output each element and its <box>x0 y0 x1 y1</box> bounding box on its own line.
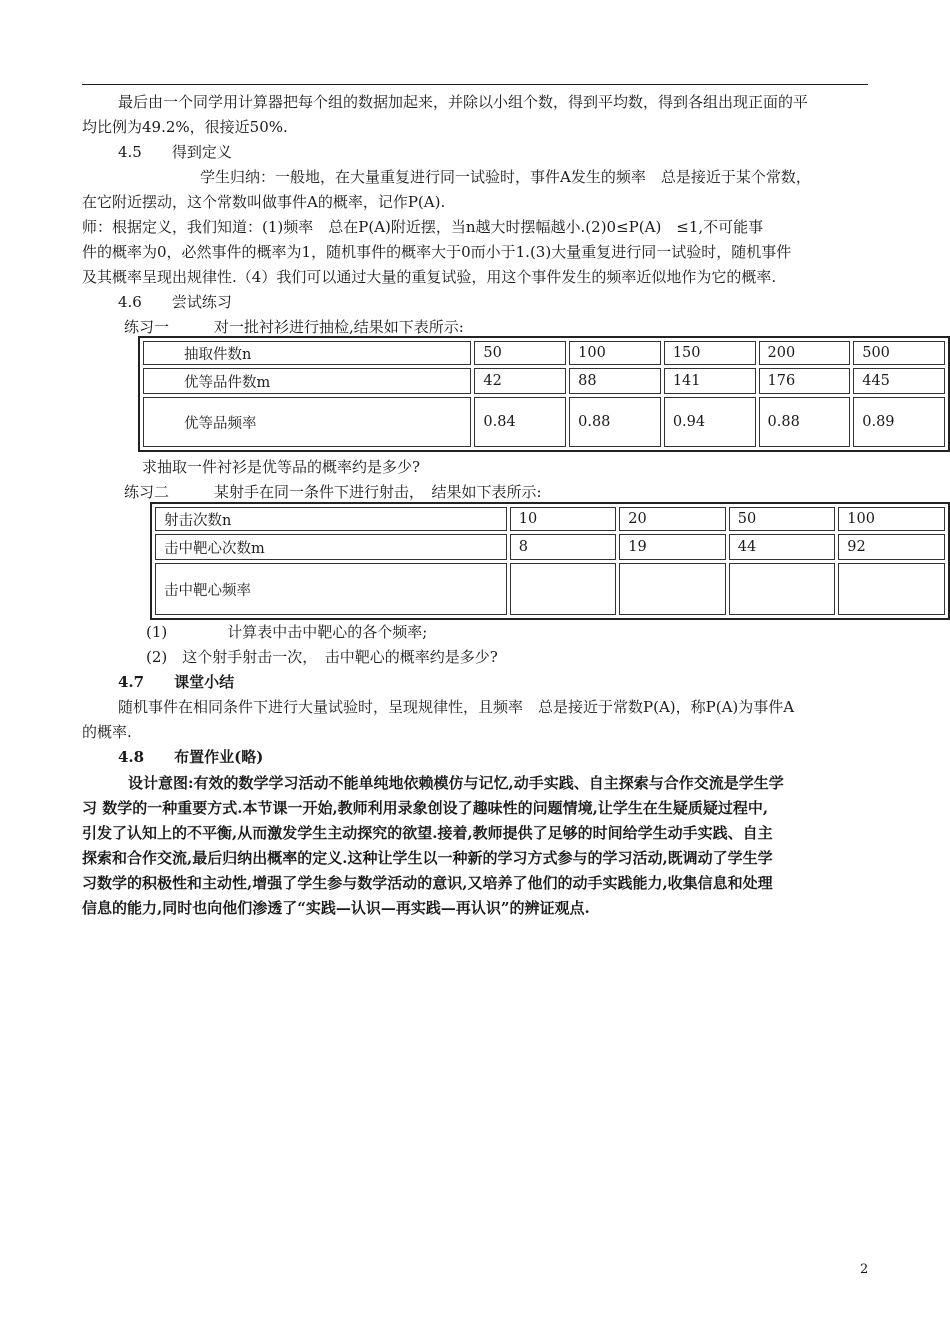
exercise-two-subquestion-2: (2) 这个射手射击一次， 击中靶心的概率约是多少? <box>146 648 498 666</box>
table-cell <box>729 563 836 615</box>
header-rule <box>82 84 868 85</box>
table-cell: 19 <box>619 534 726 560</box>
exercise-one-label: 练习一 对一批衬衫进行抽检,结果如下表所示: <box>124 318 464 336</box>
design-intent-line: 信息的能力,同时也向他们渗透了“实践—认识—再实践—再认识”的辨证观点. <box>82 899 590 917</box>
design-intent-line: 引发了认知上的不平衡,从而激发学生主动探究的欲望.接着,教师提供了足够的时间给学生动手实践、自主 <box>82 824 773 842</box>
paragraph-line: 学生归纳：一般地，在大量重复进行同一试验时，事件A发生的频率 总是接近于某个常数， <box>200 168 811 186</box>
paragraph-line: 的概率. <box>82 723 132 741</box>
table-row <box>143 397 945 447</box>
table-cell: 射击次数n <box>155 507 507 531</box>
table-row <box>143 341 945 365</box>
table-row <box>155 534 945 560</box>
section-heading-4-7: 4.7 课堂小结 <box>118 673 235 691</box>
shooting-results-table <box>150 502 950 620</box>
table-row <box>143 368 945 394</box>
design-intent-line: 习数学的积极性和主动性,增强了学生参与数学活动的意识,又培养了他们的动手实践能力,收集信息和处理 <box>82 874 773 892</box>
table-cell: 445 <box>853 368 945 394</box>
table-cell: 200 <box>759 341 851 365</box>
design-intent-line: 探索和合作交流,最后归纳出概率的定义.这种让学生以一种新的学习方式参与的学习活动,既调动了学生学 <box>82 849 773 867</box>
table-row <box>155 563 945 615</box>
table-cell: 42 <box>474 368 566 394</box>
table-cell: 88 <box>569 368 661 394</box>
paragraph-line: 在它附近摆动，这个常数叫做事件A的概率，记作P(A). <box>82 193 446 211</box>
table-cell: 150 <box>664 341 756 365</box>
page-number: 2 <box>860 1262 869 1277</box>
table-cell: 20 <box>619 507 726 531</box>
table-cell: 击中靶心次数m <box>155 534 507 560</box>
paragraph-line: 件的概率为0，必然事件的概率为1，随机事件的概率大于0而小于1.(3)大量重复进行同一试验时，随机事件 <box>82 243 792 261</box>
table-cell: 0.94 <box>664 397 756 447</box>
table-row <box>155 507 945 531</box>
design-intent-line: 设计意图:有效的数学学习活动不能单纯地依赖模仿与记忆,动手实践、自主探索与合作交流是学生学 <box>128 774 784 792</box>
table-cell: 优等品频率 <box>143 397 471 447</box>
table-cell: 100 <box>838 507 945 531</box>
table-cell: 0.84 <box>474 397 566 447</box>
paragraph-line: 均比例为49.2%，很接近50%. <box>82 118 288 136</box>
paragraph-line: 随机事件在相同条件下进行大量试验时，呈现规律性，且频率 总是接近于常数P(A)，称P(A)为事件A <box>118 698 795 716</box>
table-cell: 0.88 <box>759 397 851 447</box>
table-cell: 抽取件数n <box>143 341 471 365</box>
exercise-one-question: 求抽取一件衬衫是优等品的概率约是多少? <box>142 458 421 476</box>
exercise-two-label: 练习二 某射手在同一条件下进行射击， 结果如下表所示: <box>124 483 542 501</box>
table-cell <box>510 563 617 615</box>
table-cell: 92 <box>838 534 945 560</box>
section-heading-4-6: 4.6 尝试练习 <box>118 293 232 311</box>
paragraph-line: 师：根据定义，我们知道：(1)频率 总在P(A)附近摆，当n越大时摆幅越小.(2)0≤P(A) ≤1,不可能事 <box>82 218 764 236</box>
table-cell: 击中靶心频率 <box>155 563 507 615</box>
table-cell: 500 <box>853 341 945 365</box>
shirt-inspection-table <box>138 336 950 452</box>
table-cell: 100 <box>569 341 661 365</box>
table-cell: 50 <box>474 341 566 365</box>
paragraph-line: 及其概率呈现出规律性.（4）我们可以通过大量的重复试验，用这个事件发生的频率近似地作为它的概率. <box>82 268 777 286</box>
table-cell: 0.88 <box>569 397 661 447</box>
exercise-two-subquestion-1: (1) 计算表中击中靶心的各个频率; <box>146 623 428 641</box>
table-cell: 优等品件数m <box>143 368 471 394</box>
table-cell <box>838 563 945 615</box>
table-cell: 10 <box>510 507 617 531</box>
table-cell: 44 <box>729 534 836 560</box>
table-cell: 0.89 <box>853 397 945 447</box>
table-cell <box>619 563 726 615</box>
section-heading-4-8: 4.8 布置作业(略) <box>118 748 264 766</box>
table-cell: 176 <box>759 368 851 394</box>
table-cell: 8 <box>510 534 617 560</box>
section-heading-4-5: 4.5 得到定义 <box>118 143 232 161</box>
table-cell: 141 <box>664 368 756 394</box>
paragraph-line: 最后由一个同学用计算器把每个组的数据加起来，并除以小组个数，得到平均数，得到各组出现正面的平 <box>118 93 809 111</box>
table-cell: 50 <box>729 507 836 531</box>
design-intent-line: 习 数学的一种重要方式.本节课一开始,教师利用录象创设了趣味性的问题情境,让学生在生疑质疑过程中, <box>82 799 769 817</box>
